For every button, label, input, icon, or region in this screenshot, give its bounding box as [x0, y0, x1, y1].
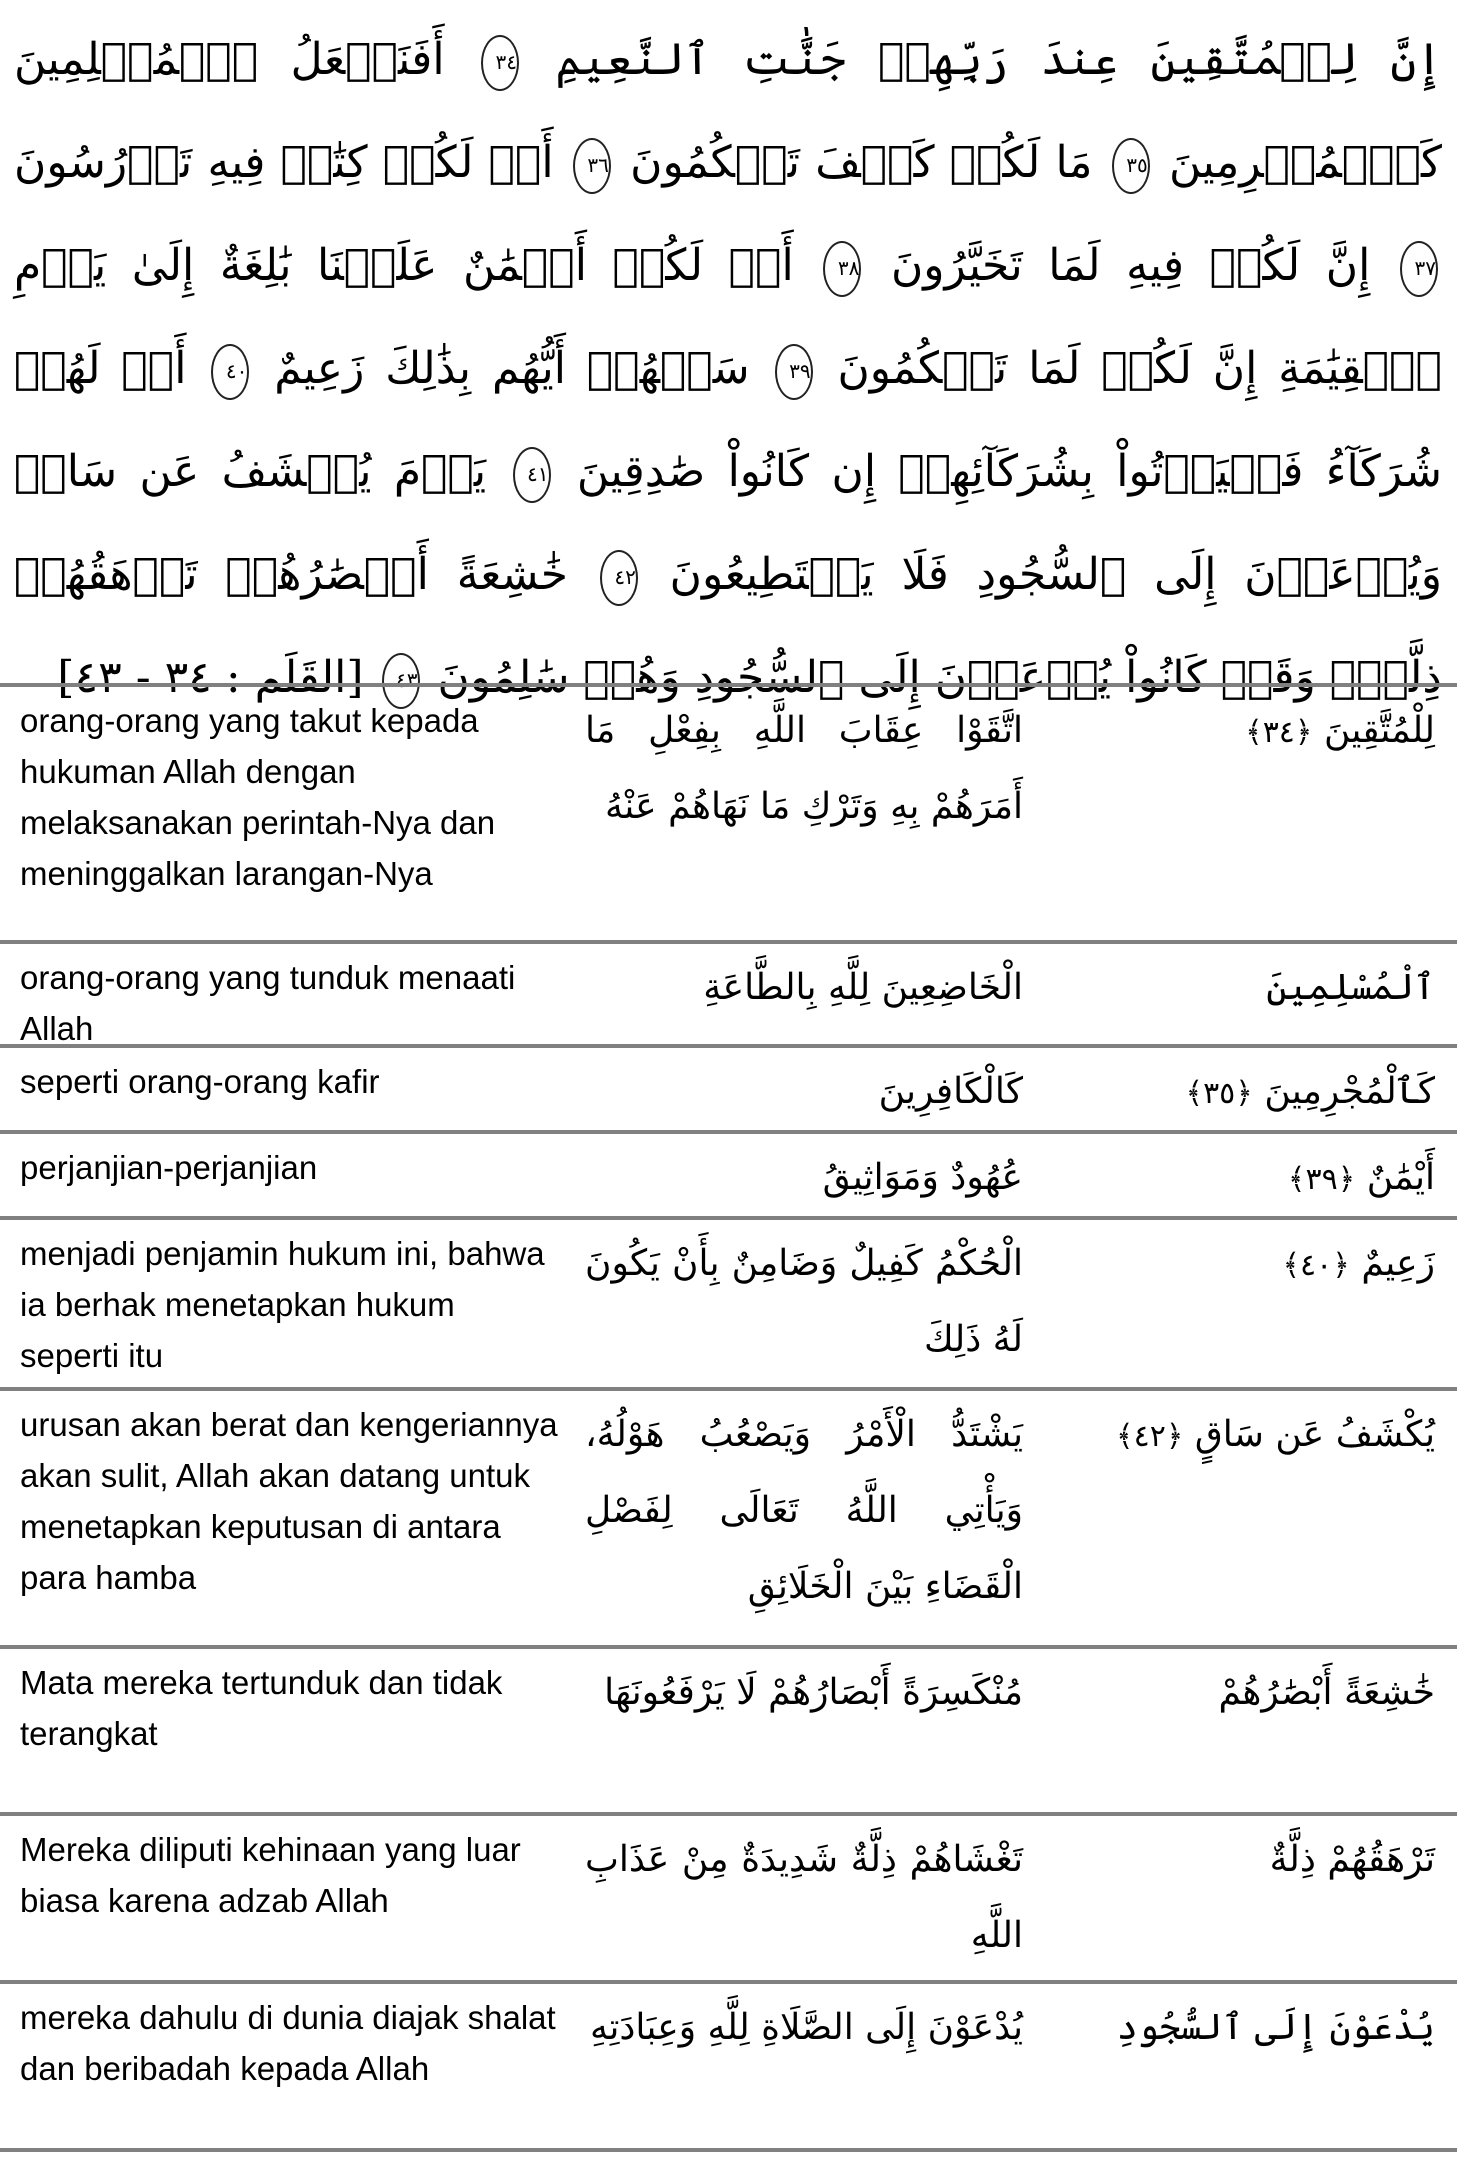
verse-number-marker: ٤٢ [600, 550, 638, 606]
term: ٱلْمُسْلِمِينَ [1266, 967, 1435, 1008]
term: زَعِيمٌ ﴿٤٠﴾ [1282, 1243, 1435, 1284]
meaning-arabic: مُنْكَسِرَةً أَبْصَارُهُمْ لَا يَرْفَعُونَهَا [604, 1672, 1023, 1713]
verse: مَا لَكُمۡ كَيۡفَ تَحۡكُمُونَ ٣٦ [569, 137, 1093, 188]
verse-number-marker: ٣٥ [1112, 138, 1150, 194]
verse-number-marker: ٣٩ [775, 344, 813, 400]
verse-number-marker: ٣٤ [481, 35, 519, 91]
term: كَٱلْمُجْرِمِينَ ﴿٣٥﴾ [1185, 1071, 1435, 1112]
meaning-arabic: اتَّقَوْا عِقَابَ اللَّهِ بِفِعْلِ مَا أَمَرَهُمْ بِهِ وَتَرْكِ مَا نَهَاهُمْ عَنْهُ [585, 710, 1023, 827]
term: لِلْمُتَّقِينَ ﴿٣٤﴾ [1245, 710, 1435, 751]
meaning-indonesian: seperti orang-orang kafir [20, 1063, 380, 1100]
verse: أَفَنَجۡعَلُ ٱلۡمُسۡلِمِينَ كَٱلۡمُجۡرِمِينَ ٣٥ [14, 34, 1442, 188]
term: أَيْمَٰنٌ ﴿٣٩﴾ [1287, 1157, 1435, 1198]
table-row [0, 940, 1457, 1047]
meaning-arabic: يُدْعَوْنَ إِلَى الصَّلَاةِ لِلَّهِ وَعِبَادَتِهِ [590, 2007, 1023, 2048]
table-row [0, 1387, 1457, 1645]
meaning-indonesian: perjanjian-perjanjian [20, 1149, 318, 1186]
meaning-indonesian: mereka dahulu di dunia diajak shalat dan beribadah kepada Allah [20, 1999, 556, 2087]
term: يُكْشَفُ عَن سَاقٍ ﴿٤٢﴾ [1116, 1414, 1435, 1455]
verse-number-marker: ٣٧ [1400, 241, 1438, 297]
ayah-bracket: ﴿٣٤﴾ [1245, 715, 1313, 750]
term: يُدْعَوْنَ إِلَى ٱلسُّجُودِ [1116, 2007, 1435, 2048]
verse: يَوۡمَ يُكۡشَفُ عَن سَاقٖ وَيُدۡعَوۡنَ إِلَى ٱلسُّجُودِ فَلَا يَسۡتَطِيعُونَ ٤٢ [14, 446, 1442, 600]
meaning-indonesian: urusan akan berat dan kengeriannya akan sulit, Allah akan datang untuk menetapkan keputusan di antara para hamba [20, 1406, 558, 1596]
ayah-bracket: ﴿٣٩﴾ [1287, 1162, 1356, 1197]
meaning-indonesian: Mereka diliputi kehinaan yang luar biasa karena adzab Allah [20, 1831, 521, 1919]
verse-number-marker: ٣٦ [573, 138, 611, 194]
verse: أَمۡ لَهُمۡ شُرَكَآءُ فَلۡيَأۡتُواْ بِشُرَكَآئِهِمۡ إِن كَانُواْ صَٰدِقِينَ ٤١ [14, 343, 1442, 497]
verse-number-marker: ٤٣ [382, 653, 420, 709]
quran-passage [14, 8, 1442, 729]
verse: أَمۡ لَكُمۡ كِتَٰبٞ فِيهِ تَدۡرُسُونَ ٣٧ [14, 137, 1442, 291]
verse: خَٰشِعَةً أَبۡصَٰرُهُمۡ تَرۡهَقُهُمۡ ذِلَّةٞۖ وَقَدۡ كَانُواْ يُدۡعَوۡنَ إِلَى ٱلسُّجُودِ وَهُمۡ سَٰلِمُونَ ٤٣ [14, 549, 1442, 703]
table-row [0, 1980, 1457, 2152]
meaning-arabic: تَغْشَاهُمْ ذِلَّةٌ شَدِيدَةٌ مِنْ عَذَابِ اللَّهِ [585, 1839, 1023, 1956]
meaning-indonesian: orang-orang yang takut kepada hukuman Allah dengan melaksanakan perintah-Nya dan meninggalkan larangan-Nya [20, 702, 496, 892]
table-row [0, 1130, 1457, 1216]
meaning-indonesian: Mata mereka tertunduk dan tidak terangkat [20, 1664, 503, 1752]
verse: إِنَّ لِلۡمُتَّقِينَ عِندَ رَبِّهِمۡ جَنَّٰتِ ٱلنَّعِيمِ ٣٤ [477, 34, 1442, 85]
meaning-indonesian: orang-orang yang tunduk menaati Allah [20, 959, 516, 1047]
term: تَرْهَقُهُمْ ذِلَّةٌ [1269, 1839, 1435, 1880]
meaning-arabic: يَشْتَدُّ الْأَمْرُ وَيَصْعُبُ هَوْلُهُ، وَيَأْتِي اللَّهُ تَعَالَى لِفَصْلِ الْقَضَاءِ بَيْنَ الْخَلَائِقِ [585, 1414, 1023, 1607]
meaning-arabic: كَالْكَافِرِينَ [878, 1071, 1023, 1112]
meaning-arabic: عُهُودٌ وَمَوَاثِيقُ [822, 1157, 1023, 1198]
verse-number-marker: ٤١ [513, 447, 551, 503]
meaning-arabic: الْحُكْمُ كَفِيلٌ وَضَامِنٌ بِأَنْ يَكُونَ لَهُ ذَلِكَ [585, 1243, 1023, 1360]
ayah-bracket: ﴿٣٥﴾ [1185, 1076, 1253, 1111]
surah-citation: [القَلَم : ٣٤ - ٤٣] [57, 652, 364, 703]
table-row [0, 1216, 1457, 1387]
glossary-table [0, 683, 1457, 2152]
meaning-indonesian: menjadi penjamin hukum ini, bahwa ia berhak menetapkan hukum seperti itu [20, 1235, 545, 1374]
table-row [0, 1645, 1457, 1812]
meaning-arabic: الْخَاضِعِينَ لِلَّهِ بِالطَّاعَةِ [703, 967, 1023, 1008]
verse: إِنَّ لَكُمۡ فِيهِ لَمَا تَخَيَّرُونَ ٣٨ [819, 240, 1370, 291]
table-row [0, 1812, 1457, 1980]
ayah-bracket: ﴿٤٠﴾ [1282, 1248, 1350, 1283]
ayah-bracket: ﴿٤٢﴾ [1116, 1419, 1184, 1454]
table-row [0, 683, 1457, 940]
term: خَٰشِعَةً أَبْصَٰرُهُمْ [1218, 1672, 1435, 1713]
verse-number-marker: ٤٠ [211, 344, 249, 400]
table-row [0, 1044, 1457, 1130]
verse: سَلۡهُمۡ أَيُّهُم بِذَٰلِكَ زَعِيمٌ ٤٠ [207, 343, 749, 394]
verse: أَمۡ لَكُمۡ أَيۡمَٰنٌ عَلَيۡنَا بَٰلِغَةٌ إِلَىٰ يَوۡمِ ٱلۡقِيَٰمَةِ إِنَّ لَكُمۡ لَمَا تَحۡكُمُونَ ٣٩ [14, 240, 1442, 394]
verse-number-marker: ٣٨ [823, 241, 861, 297]
